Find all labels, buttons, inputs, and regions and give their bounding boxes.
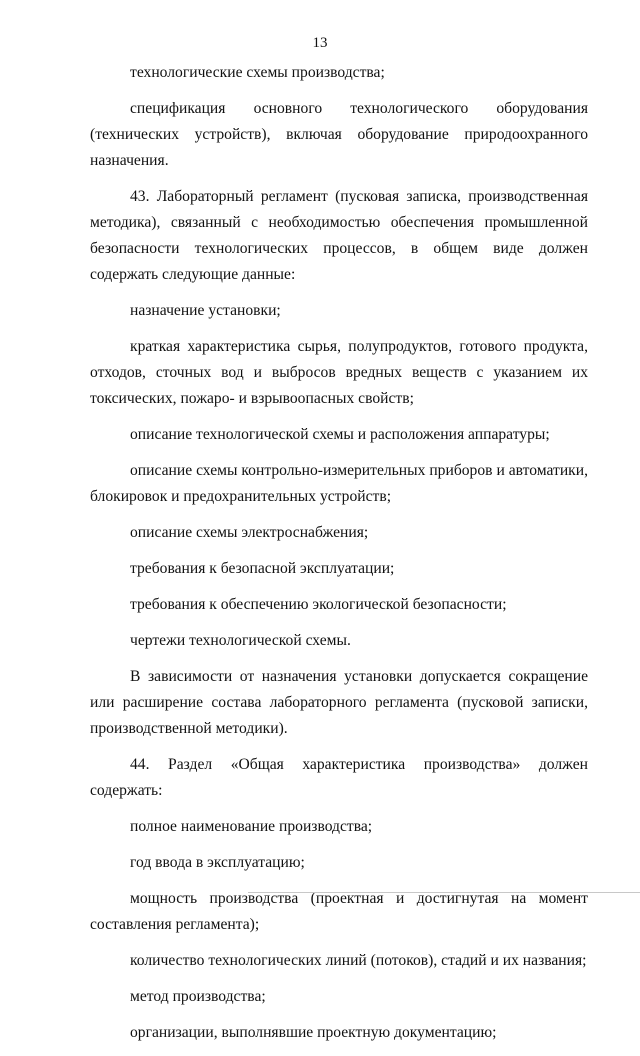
paragraph: мощность производства (проектная и достигнутая на момент составления регламента);	[90, 890, 588, 933]
document-body	[90, 60, 588, 1056]
paragraph: чертежи технологической схемы.	[130, 632, 351, 649]
paragraph: назначение установки;	[130, 302, 281, 319]
bottom-divider	[248, 892, 640, 893]
paragraph: количество технологических линий (потоков), стадий и их названия;	[130, 952, 587, 969]
paragraph: спецификация основного технологического оборудования (технических устройств), включая оборудование природоохранного назначения.	[90, 100, 588, 169]
paragraph: 43. Лабораторный регламент (пусковая записка, производственная методика), связанный с необходимостью обеспечения промышленной безопасности технологических процессов, в общем виде должен содержать следующие данные:	[90, 188, 588, 283]
page-number: 13	[312, 35, 328, 51]
paragraph: требования к обеспечению экологической безопасности;	[130, 596, 507, 613]
paragraph: метод производства;	[130, 988, 266, 1005]
paragraph: описание схемы электроснабжения;	[130, 524, 369, 541]
paragraph: полное наименование производства;	[130, 818, 373, 835]
paragraph: описание схемы контрольно-измерительных приборов и автоматики, блокировок и предохранительных устройств;	[90, 462, 588, 505]
paragraph: В зависимости от назначения установки допускается сокращение или расширение состава лабораторного регламента (пусковой записки, производственной методики).	[90, 668, 588, 737]
paragraph: год ввода в эксплуатацию;	[130, 854, 305, 871]
paragraph: описание технологической схемы и расположения аппаратуры;	[130, 426, 550, 443]
paragraph: требования к безопасной эксплуатации;	[130, 560, 395, 577]
paragraph: краткая характеристика сырья, полупродуктов, готового продукта, отходов, сточных вод и выбросов вредных веществ с указанием их токсических, пожаро- и взрывоопасных свойств;	[90, 338, 588, 407]
paragraph: 44. Раздел «Общая характеристика производства» должен содержать:	[90, 756, 588, 799]
paragraph: организации, выполнявшие проектную документацию;	[130, 1024, 497, 1041]
paragraph: технологические схемы производства;	[130, 64, 385, 81]
